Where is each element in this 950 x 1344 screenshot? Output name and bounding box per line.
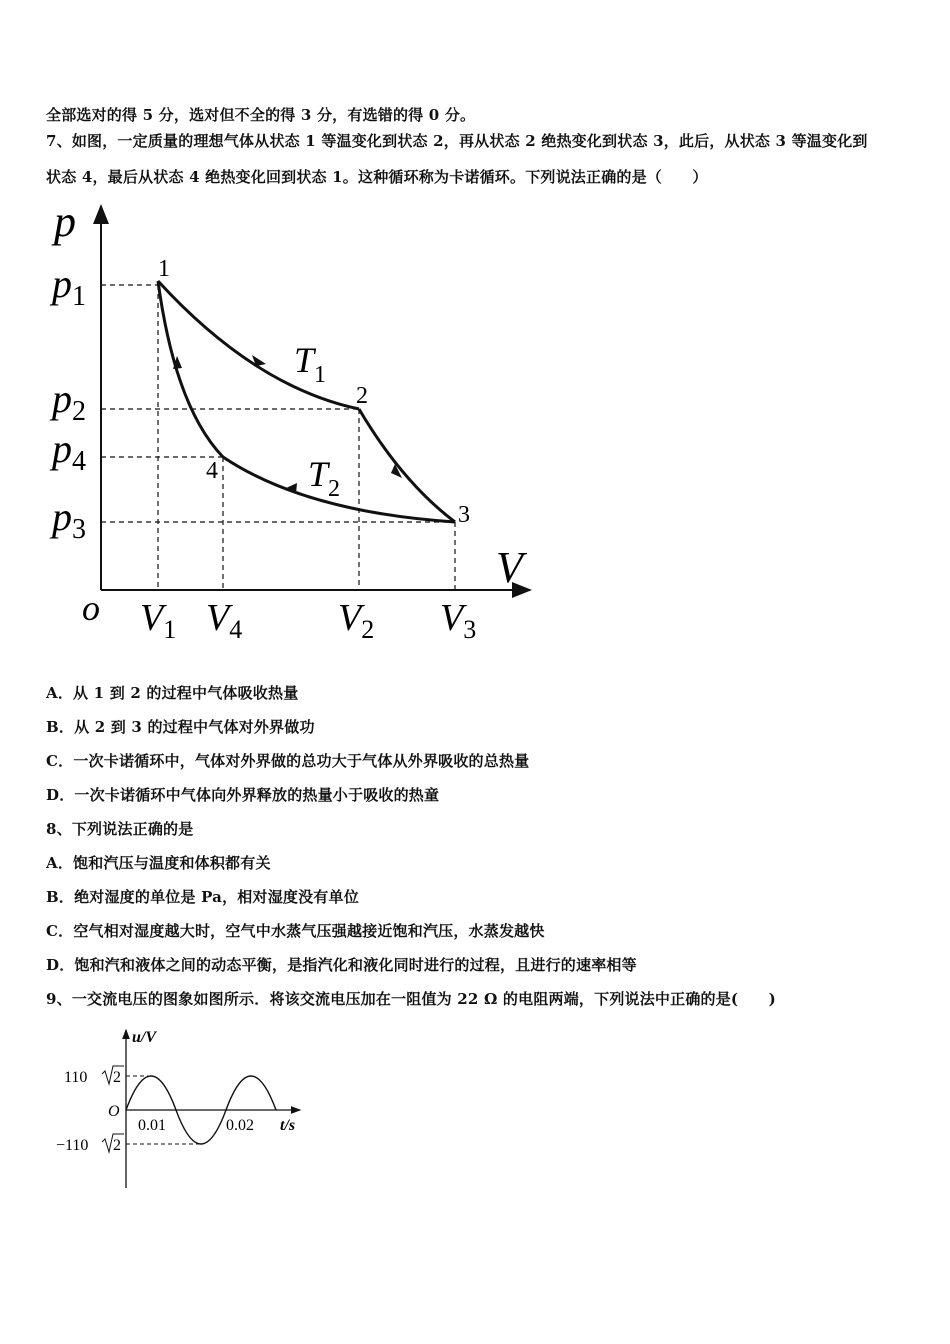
adiabat-4-1 — [158, 281, 223, 457]
u-axis-label: u/V — [132, 1029, 157, 1046]
x-tick-0: 0.01 — [138, 1117, 166, 1134]
svg-text:3: 3 — [458, 502, 470, 528]
svg-text:p1: $p_1$ — [52, 261, 86, 312]
q7-stem-line2: 状态 4，最后从状态 4 绝热变化回到状态 1。这种循环称为卡诺循环。下列说法正确的是（ ） — [46, 168, 708, 186]
q7-stem-line1: 7、如图，一定质量的理想气体从状态 1 等温变化到状态 2，再从状态 2 绝热变化到状态 3，此后，从状态 3 等温变化到 — [46, 132, 868, 150]
svg-text:T1: $T_1$ — [294, 340, 327, 388]
svg-text:V2: $V_2$ — [338, 597, 375, 644]
q8-option-c: C．空气相对湿度越大时，空气中水蒸气压强越接近饱和汽压，水蒸发越快 — [46, 922, 545, 940]
svg-text:2: 2 — [113, 1069, 121, 1086]
x-axis-label: V — [496, 543, 523, 592]
svg-text:2: 2 — [356, 383, 368, 409]
q7-option-c: C．一次卡诺循环中，气体对外界做的总功大于气体从外界吸收的总热量 — [46, 752, 530, 770]
isotherm-1-2 — [158, 281, 359, 409]
intro-line: 全部选对的得 5 分，选对但不全的得 3 分，有选错的得 0 分。 — [46, 106, 476, 124]
q7-option-d: D．一次卡诺循环中气体向外界释放的热量小于吸收的热童 — [46, 786, 440, 804]
bottom-value-label — [56, 1134, 124, 1154]
q8-option-b: B．绝对湿度的单位是 Pa，相对湿度没有单位 — [46, 888, 359, 906]
q8-stem: 8、下列说法正确的是 — [46, 820, 194, 838]
svg-text:1: 1 — [158, 256, 170, 282]
svg-text:V4: $V_4$ — [206, 597, 243, 644]
svg-text:V1: $V_1$ — [140, 597, 177, 644]
top-value-label — [64, 1066, 124, 1086]
adiabat-2-3 — [359, 409, 455, 522]
origin-label: O — [108, 1103, 120, 1120]
v-labels — [140, 597, 476, 644]
q9-ac-voltage-graph — [50, 1022, 320, 1194]
dashed-guides — [101, 285, 455, 590]
svg-text:p3: $p_3$ — [52, 494, 86, 545]
q8-option-d: D．饱和汽和液体之间的动态平衡，是指汽化和液化同时进行的过程，且进行的速率相等 — [46, 956, 637, 974]
origin-label: o — [82, 588, 100, 628]
p-labels — [49, 261, 86, 545]
q7-option-b: B．从 2 到 3 的过程中气体对外界做功 — [46, 718, 315, 736]
svg-text:V3: $V_3$ — [440, 597, 477, 644]
q9-stem: 9、一交流电压的图象如图所示．将该交流电压加在一阻值为 22 Ω 的电阻两端，下列说法中正确的是( ) — [46, 990, 776, 1008]
q7-pv-diagram — [40, 192, 550, 662]
x-tick-1: 0.02 — [226, 1117, 254, 1134]
svg-text:p4: $p_4$ — [52, 426, 86, 477]
svg-text:p2: $p_2$ — [52, 376, 86, 427]
svg-text:4: 4 — [206, 458, 218, 484]
arrow-3-4 — [284, 483, 297, 494]
svg-text:T2: $T_2$ — [308, 454, 341, 502]
svg-text:−110: −110 — [56, 1137, 89, 1154]
q8-option-a: A．饱和汽压与温度和体积都有关 — [46, 854, 271, 872]
isotherm-labels — [294, 340, 340, 502]
svg-text:2: 2 — [113, 1137, 121, 1154]
q7-option-a: A．从 1 到 2 的过程中气体吸收热量 — [46, 684, 299, 702]
y-axis-label: p — [54, 197, 76, 246]
t-axis-label: t/s — [280, 1117, 296, 1134]
svg-text:110: 110 — [64, 1069, 88, 1086]
